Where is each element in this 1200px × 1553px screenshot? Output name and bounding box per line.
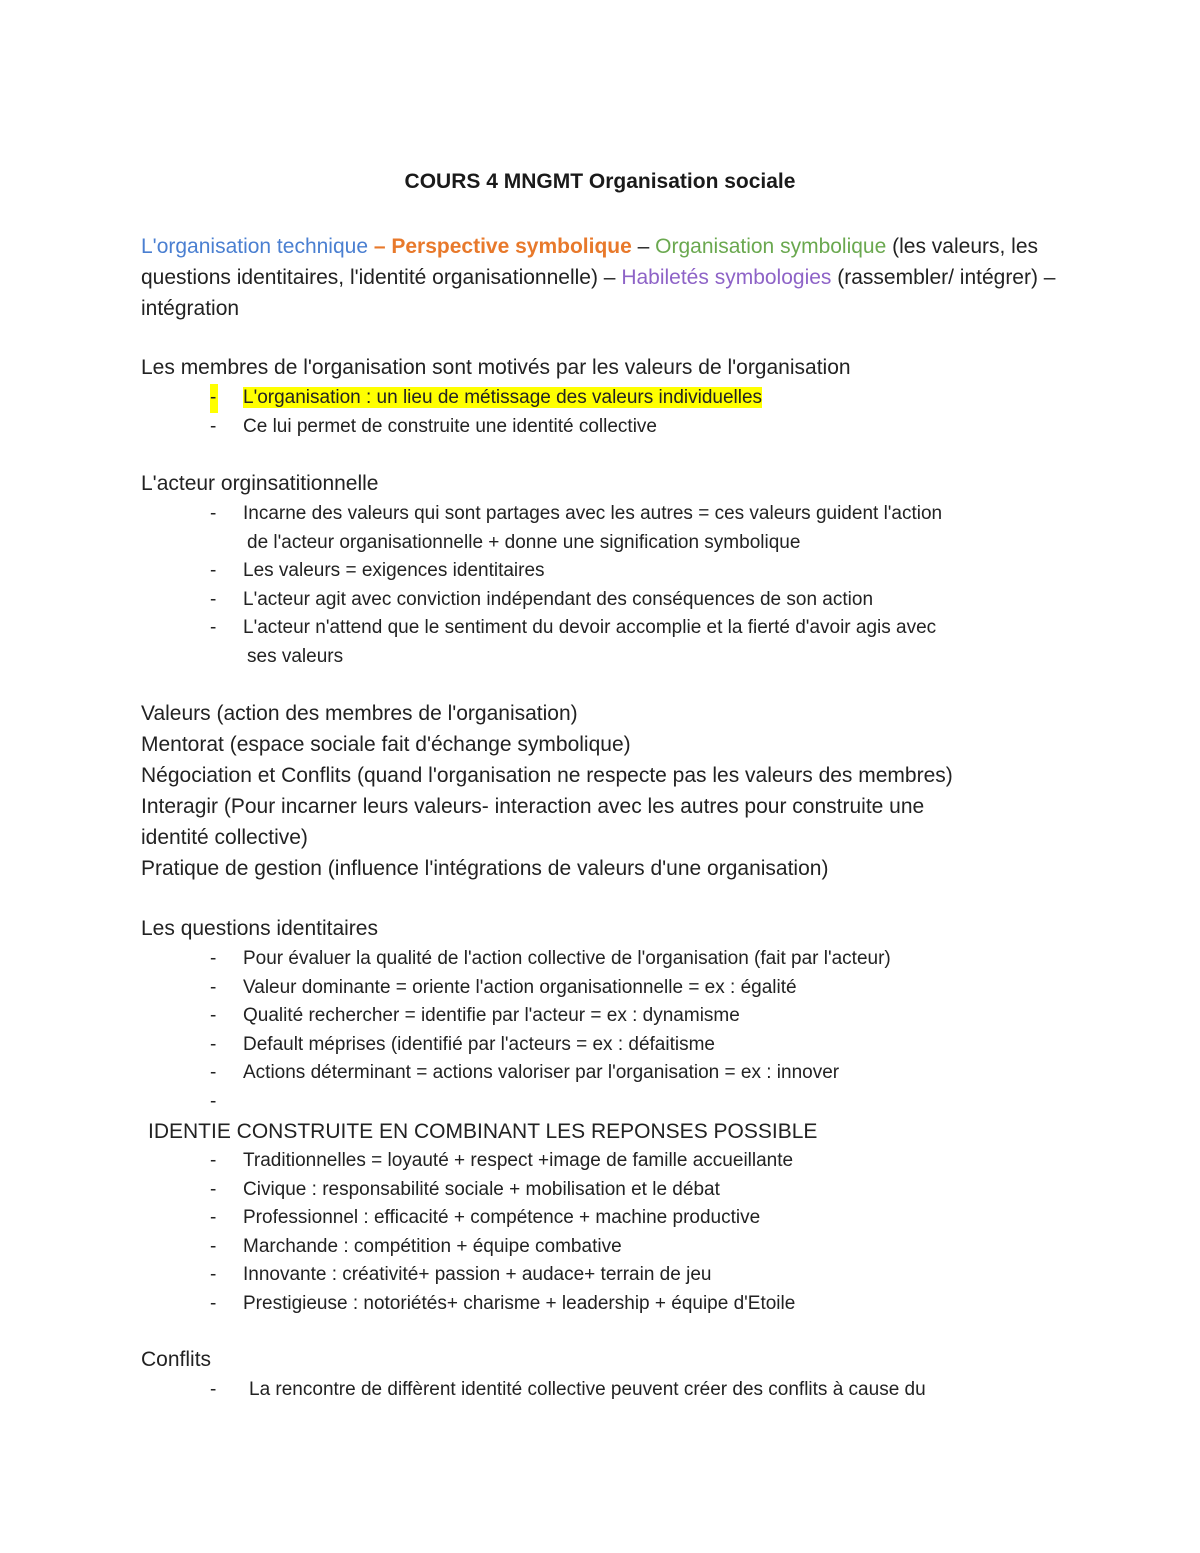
bullet-dash: - (210, 1379, 217, 1400)
bullet-dash: - (210, 415, 217, 437)
intro-dash: – (631, 235, 656, 258)
bullet-dash: - (210, 1062, 217, 1083)
bullet-dash: - (210, 1292, 217, 1314)
list-item: - L'acteur agit avec conviction indépendant des conséquences de son action (210, 586, 1090, 615)
bullet-dash: - (210, 1150, 217, 1171)
intro-paragraph (141, 231, 1071, 324)
list-item (210, 384, 1090, 413)
bullet-dash: - (210, 1033, 217, 1055)
bullet-dash: - (210, 1178, 217, 1200)
list-item: - Ce lui permet de construite une identité collective (210, 413, 1090, 442)
list-item: - Actions déterminant = actions valoriser par l'organisation = ex : innover (210, 1059, 1090, 1088)
bullet-dash: - (210, 588, 217, 610)
bullet-dash: - (210, 1207, 217, 1228)
bullet-dash: - (210, 560, 217, 581)
section1-list (210, 384, 1090, 441)
intro-green-text: Organisation symbolique (655, 235, 887, 258)
list-item: - Pour évaluer la qualité de l'action collective de l'organisation (fait par l'acteur) (210, 945, 1090, 974)
section5-heading: IDENTIE CONSTRUITE EN COMBINANT LES REPONSES POSSIBLE (148, 1120, 818, 1143)
section3-block (141, 698, 1081, 884)
section2-list (210, 500, 1090, 671)
section6-heading: Conflits (141, 1348, 212, 1371)
bullet-dash: - (210, 503, 217, 524)
list-item: - Qualité rechercher = identifie par l'acteur = ex : dynamisme (210, 1002, 1090, 1031)
list-item: - Incarne des valeurs qui sont partages avec les autres = ces valeurs guident l'action de l'acteur organisationnelle + donne une signification symbolique (210, 500, 1090, 557)
bullet-dash: - (210, 976, 217, 998)
section4-list (210, 945, 1090, 1116)
text-line: Pratique de gestion (influence l'intégrations de valeurs d'une organisation) (141, 857, 829, 880)
document-title: COURS 4 MNGMT Organisation sociale (404, 170, 796, 193)
list-item: - Civique : responsabilité sociale + mobilisation et le débat (210, 1176, 1090, 1205)
list-item: - Innovante : créativité+ passion + audace+ terrain de jeu (210, 1261, 1090, 1290)
intro-orange-text: – Perspective symbolique (373, 235, 632, 258)
list-item: - La rencontre de diffèrent identité collective peuvent créer des conflits à cause du (210, 1376, 1090, 1405)
list-item: - Valeur dominante = oriente l'action organisationnelle = ex : égalité (210, 974, 1090, 1003)
list-item: - Default méprises (identifié par l'acteurs = ex : défaitisme (210, 1031, 1090, 1060)
list-item: - Les valeurs = exigences identitaires (210, 557, 1090, 586)
list-item: - Traditionnelles = loyauté + respect +image de famille accueillante (210, 1147, 1090, 1176)
text-line: Négociation et Conflits (quand l'organisation ne respecte pas les valeurs des membres) (141, 764, 953, 787)
bullet-dash: - (210, 617, 217, 638)
bullet-dash: - (210, 1005, 217, 1026)
text-line: Valeurs (action des membres de l'organisation) (141, 702, 578, 725)
list-item: - L'acteur n'attend que le sentiment du devoir accomplie et la fierté d'avoir agis avec ses valeurs (210, 614, 1090, 671)
intro-purple-text: Habiletés symbologies (621, 266, 832, 289)
list-item: - Prestigieuse : notoriétés+ charisme + leadership + équipe d'Etoile (210, 1290, 1090, 1319)
list-item: - Marchande : compétition + équipe combative (210, 1233, 1090, 1262)
text-line: Interagir (Pour incarner leurs valeurs- interaction avec les autres pour construite une (141, 795, 925, 818)
list-item (210, 1088, 1090, 1117)
list-item: - Professionnel : efficacité + compétence + machine productive (210, 1204, 1090, 1233)
bullet-dash: - (210, 1090, 217, 1112)
intro-end-text: (rassembler/ intégrer) – intégration (141, 266, 1056, 320)
bullet-dash: - (210, 948, 217, 969)
section4-heading: Les questions identitaires (141, 917, 378, 940)
highlighted-text: L'organisation : un lieu de métissage des valeurs individuelles (243, 387, 763, 408)
section5-list (210, 1147, 1090, 1318)
text-line: Mentorat (espace sociale fait d'échange symbolique) (141, 733, 631, 756)
bullet-dash: - (210, 1235, 217, 1257)
section2-heading: L'acteur orginsatitionnelle (141, 472, 379, 495)
section1-heading: Les membres de l'organisation sont motivés par les valeurs de l'organisation (141, 356, 851, 379)
bullet-dash: - (210, 384, 218, 413)
section6-list (210, 1376, 1090, 1405)
intro-mid-text: (les valeurs, les questions identitaires, l'identité organisationnelle) – (141, 235, 1039, 289)
intro-blue-text: L'organisation technique (141, 235, 369, 258)
text-line: identité collective) (141, 826, 308, 849)
bullet-dash: - (210, 1264, 217, 1285)
